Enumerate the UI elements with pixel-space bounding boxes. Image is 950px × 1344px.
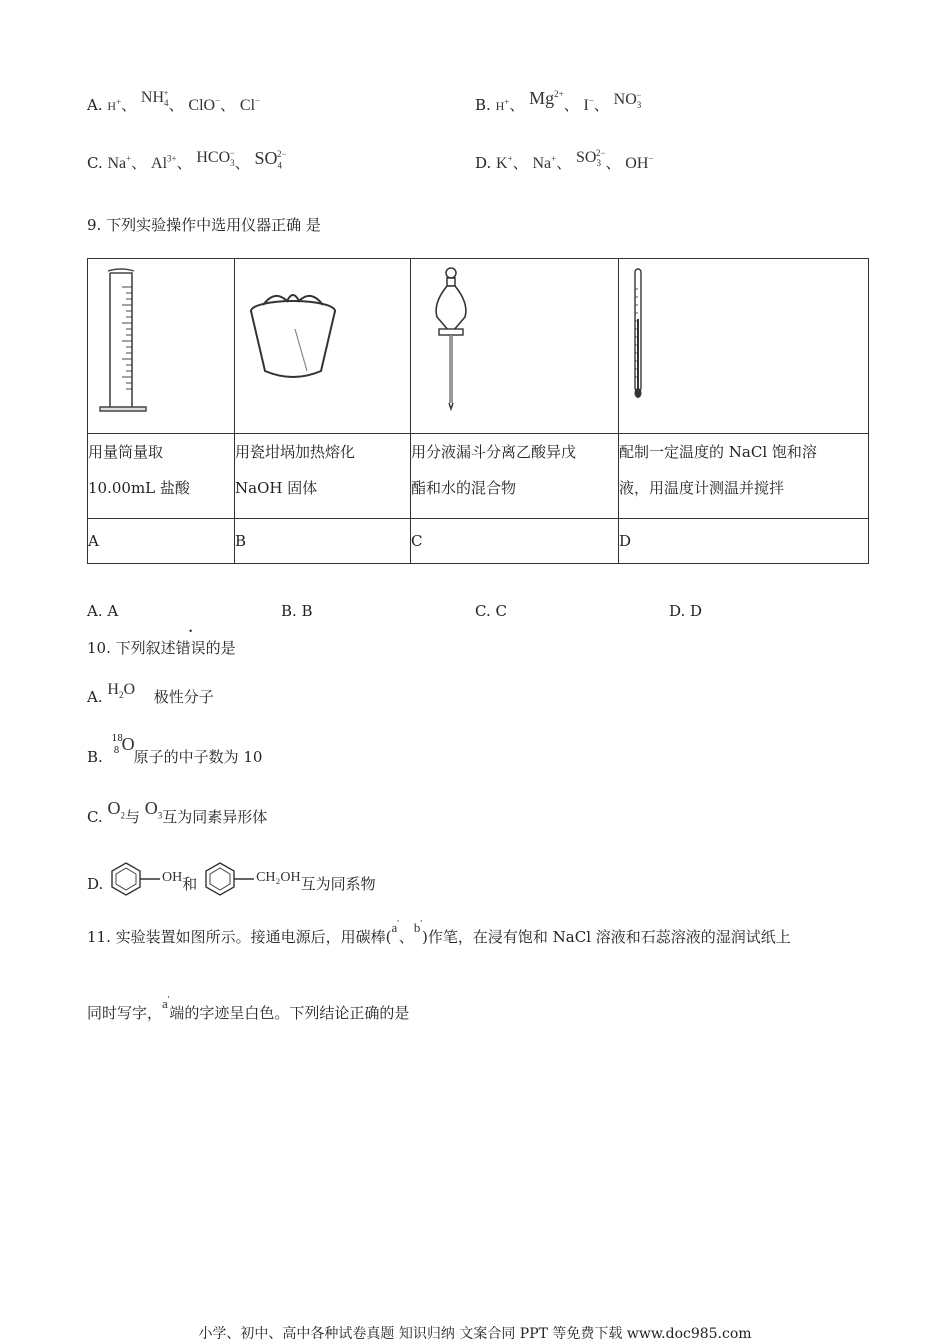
option-label: A. [87,688,103,706]
option-label: D. [87,875,104,893]
q11-line1 [87,918,791,947]
electrode-a-label: a' [391,918,399,935]
formula-h2o: $H_2O$ [107,681,136,701]
ion: Na+ [532,153,557,172]
q9-option-c: C. C [475,602,507,620]
ion: $Mg^{2+}$ [529,88,564,108]
graduated-cylinder-icon [88,259,234,429]
ion: $SO_4^{2-}$ [254,148,287,171]
ion: K+ [496,153,513,172]
desc-c: 用分液漏斗分离乙酸异戊 酯和水的混合物 [411,434,619,519]
ion: ClO− [188,95,221,114]
ion: Na+ [107,153,132,172]
separatory-funnel-cell [411,259,619,434]
option-label: A. [87,96,103,114]
q9-option-b: B. B [281,602,313,620]
q9-option-d: D. D [669,602,703,620]
q11-line1-pre: 11. 实验装置如图所示。接通电源后，用碳棒( [87,928,392,946]
thermometer-icon [619,259,868,429]
q10-option-d [87,866,376,904]
q8-option-b: B. H+、 $Mg^{2+}$、 I−、 $NO_3^-$ [475,88,642,114]
q11-line2-post: 端的字迹呈白色。下列结论正确的是 [169,1004,410,1022]
q10-c-text: 互为同素异形体 [162,808,268,826]
electrode-a-label: a' [162,994,170,1011]
q11-line1-post: )作笔，在浸有饱和 NaCl 溶液和石蕊溶液的湿润试纸上 [422,928,791,946]
ion: $NH_4^+$ [140,87,169,109]
crucible-cell [235,259,411,434]
ion: Cl− [239,95,261,114]
option-label: C. [87,154,103,172]
thermometer-cell [619,259,869,434]
footer-banner: 小学、初中、高中各种试卷真题 知识归纳 文案合同 PPT 等免费下载 www.doc985.com [198,1326,752,1342]
q8-option-d: D. K+、 Na+、 $SO_3^{2-}$、 OH− [475,147,654,172]
ion: OH− [625,153,654,172]
desc-d: 配制一定温度的 NaCl 饱和溶 液，用温度计测温并搅拌 [619,434,869,519]
q9-title: 9. 下列实验操作中选用仪器正确 是 [87,216,321,234]
q10-title-post: 的是 [205,639,236,657]
isotope-o18: 18 8 O [111,734,135,756]
letter-c: C [411,519,619,564]
letter-b: B [235,519,411,564]
q10-title-emphasis: 错误 [175,639,206,657]
q8-option-c: C. Na+、 $Al^{3+}$、 $HCO_3^-$、 $SO_4^{2-}$ [87,147,287,172]
letter-a: A [88,519,235,564]
q10-option-a [87,681,214,707]
q11-line2-pre: 同时写字， [87,1004,163,1022]
phenol-structure-icon [108,860,162,898]
q8-option-a: A. H+、 $NH_4^+$、 ClO−、 Cl− [87,87,261,114]
formula-o2: $O_2$ [107,798,125,821]
benzyl-alcohol-structure-icon [202,860,256,898]
q10-title [87,637,236,658]
ion: H+ [495,97,510,113]
ion: I− [583,95,594,114]
option-label: B. [87,748,103,766]
ion: $Al^{3+}$ [151,153,177,172]
desc-b: 用瓷坩埚加热熔化 NaOH 固体 [235,434,411,519]
q10-title-pre: 10. 下列叙述 [87,639,176,657]
q11-line2 [87,994,410,1023]
q10-option-b [87,734,263,767]
q10-b-text: 原子的中子数为 10 [133,748,263,766]
option-label: D. [475,154,492,172]
option-label: B. [475,96,491,114]
letter-d: D [619,519,869,564]
q10-a-text: 极性分子 [153,688,214,706]
benzyl-ch2oh-label: CH₂OH [256,870,301,885]
electrode-b-label: b' [413,918,423,935]
separatory-funnel-icon [411,259,618,429]
q9-option-a: A. A [87,602,119,620]
q10-d-text: 互为同系物 [300,875,376,893]
q10-option-c [87,798,268,827]
q11-sep: 、 [398,928,414,946]
q10-c-mid: 与 [125,808,141,826]
q10-d-mid: 和 [182,875,198,893]
ion: H+ [107,97,122,113]
option-label: C. [87,808,103,826]
crucible-icon [235,259,410,429]
q9-table [87,258,869,564]
ion: $NO_3^-$ [613,89,642,111]
formula-o3: $O_3$ [144,798,163,821]
desc-a: 用量筒量取 10.00mL 盐酸 [88,434,235,519]
phenol-oh-label: OH [162,870,183,885]
ion: $SO_3^{2-}$ [575,147,606,169]
graduated-cylinder-cell [88,259,235,434]
ion: $HCO_3^-$ [196,147,235,169]
